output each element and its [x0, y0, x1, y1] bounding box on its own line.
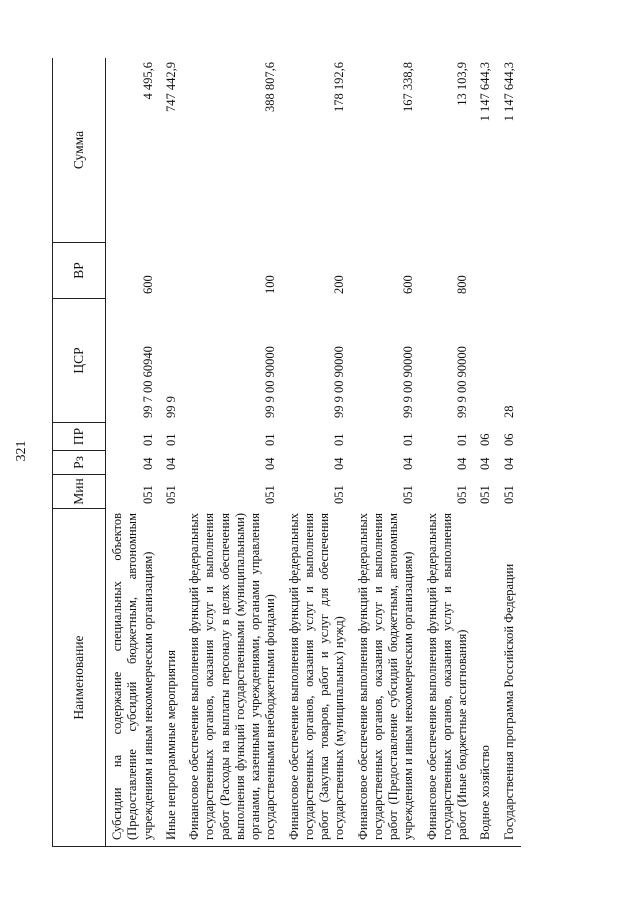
- table-row: [421, 58, 475, 847]
- row-sum: 178 192,6: [283, 58, 352, 243]
- row-vr: [498, 243, 521, 299]
- row-vr: 100: [183, 243, 283, 299]
- row-name: Финансовое обеспечение выполнения функций федеральных государственных органов, оказания услуг и выполнения работ (Предоставление субсидий бюджетным, автономным учреждениям и иным некоммерческим организациям): [352, 509, 421, 847]
- row-min: 051: [106, 475, 160, 509]
- row-pr: 01: [352, 423, 421, 451]
- row-vr: [160, 243, 183, 299]
- row-csr: 99 9 00 90000: [421, 299, 475, 423]
- row-name: Водное хозяйство: [474, 509, 497, 847]
- rotated-page: [52, 58, 612, 847]
- row-name: Финансовое обеспечение выполнения функций федеральных государственных органов, оказания услуг и выполнения работ (Расходы на выплаты персоналу в целях обеспечения выполнения функций государственными (муниципальными) органами, казенными учреждениями, органами управления государственными внебюджетными фондами): [183, 509, 283, 847]
- row-sum: 1 147 644,3: [498, 58, 521, 243]
- table-row: [498, 58, 521, 847]
- row-rz: 04: [352, 451, 421, 475]
- budget-table: [52, 58, 521, 847]
- row-vr: 800: [421, 243, 475, 299]
- row-min: 051: [474, 475, 497, 509]
- row-vr: 600: [106, 243, 160, 299]
- row-min: 051: [283, 475, 352, 509]
- row-rz: 04: [474, 451, 497, 475]
- row-pr: 01: [106, 423, 160, 451]
- row-min: 051: [352, 475, 421, 509]
- row-min: 051: [498, 475, 521, 509]
- row-sum: 4 495,6: [106, 58, 160, 243]
- page-number: [12, 431, 32, 471]
- row-rz: 04: [106, 451, 160, 475]
- row-sum: 747 442,9: [160, 58, 183, 243]
- row-sum: 13 103,9: [421, 58, 475, 243]
- row-min: 051: [421, 475, 475, 509]
- rotated-content: [52, 58, 612, 847]
- header-sum: Сумма: [53, 58, 106, 243]
- row-rz: 04: [498, 451, 521, 475]
- page-number-text: 321: [14, 440, 29, 462]
- table-row: [474, 58, 497, 847]
- row-rz: 04: [183, 451, 283, 475]
- row-csr: 99 9 00 90000: [183, 299, 283, 423]
- row-name: Финансовое обеспечение выполнения функций федеральных государственных органов, оказания услуг и выполнения работ (Закупка товаров, работ и услуг для обеспечения государственных (муниципальных) нужд): [283, 509, 352, 847]
- row-vr: [474, 243, 497, 299]
- header-csr: ЦСР: [53, 299, 106, 423]
- row-pr: 01: [421, 423, 475, 451]
- row-sum: 1 147 644,3: [474, 58, 497, 243]
- row-sum: 167 338,8: [352, 58, 421, 243]
- row-min: 051: [183, 475, 283, 509]
- table-row: [183, 58, 283, 847]
- header-rz: Рз: [53, 451, 106, 475]
- row-pr: 01: [183, 423, 283, 451]
- row-rz: 04: [421, 451, 475, 475]
- header-pr: ПР: [53, 423, 106, 451]
- row-name: Иные непрограммные мероприятия: [160, 509, 183, 847]
- row-csr: 99 7 00 60940: [106, 299, 160, 423]
- row-pr: 01: [283, 423, 352, 451]
- row-csr: 99 9: [160, 299, 183, 423]
- row-pr: 01: [160, 423, 183, 451]
- row-sum: 388 807,6: [183, 58, 283, 243]
- table-row: [160, 58, 183, 847]
- row-vr: 600: [352, 243, 421, 299]
- table-row: [352, 58, 421, 847]
- row-name: Государственная программа Российской Федерации: [498, 509, 521, 847]
- row-pr: 06: [498, 423, 521, 451]
- row-vr: 200: [283, 243, 352, 299]
- row-pr: 06: [474, 423, 497, 451]
- table-row: [283, 58, 352, 847]
- row-csr: 99 9 00 90000: [352, 299, 421, 423]
- row-csr: 99 9 00 90000: [283, 299, 352, 423]
- row-name: Субсидии на содержание специальных объектов (Предоставление субсидий бюджетным, автономным учреждениям и иным некоммерческим организациям): [106, 509, 160, 847]
- header-vr: ВР: [53, 243, 106, 299]
- table-header-row: [53, 58, 106, 847]
- header-min: Мин: [53, 475, 106, 509]
- header-name: Наименование: [53, 509, 106, 847]
- row-rz: 04: [160, 451, 183, 475]
- table-row: [106, 58, 160, 847]
- row-rz: 04: [283, 451, 352, 475]
- row-name: Финансовое обеспечение выполнения функций федеральных государственных органов, оказания услуг и выполнения работ (Иные бюджетные ассигнования): [421, 509, 475, 847]
- row-csr: 28: [498, 299, 521, 423]
- row-csr: [474, 299, 497, 423]
- row-min: 051: [160, 475, 183, 509]
